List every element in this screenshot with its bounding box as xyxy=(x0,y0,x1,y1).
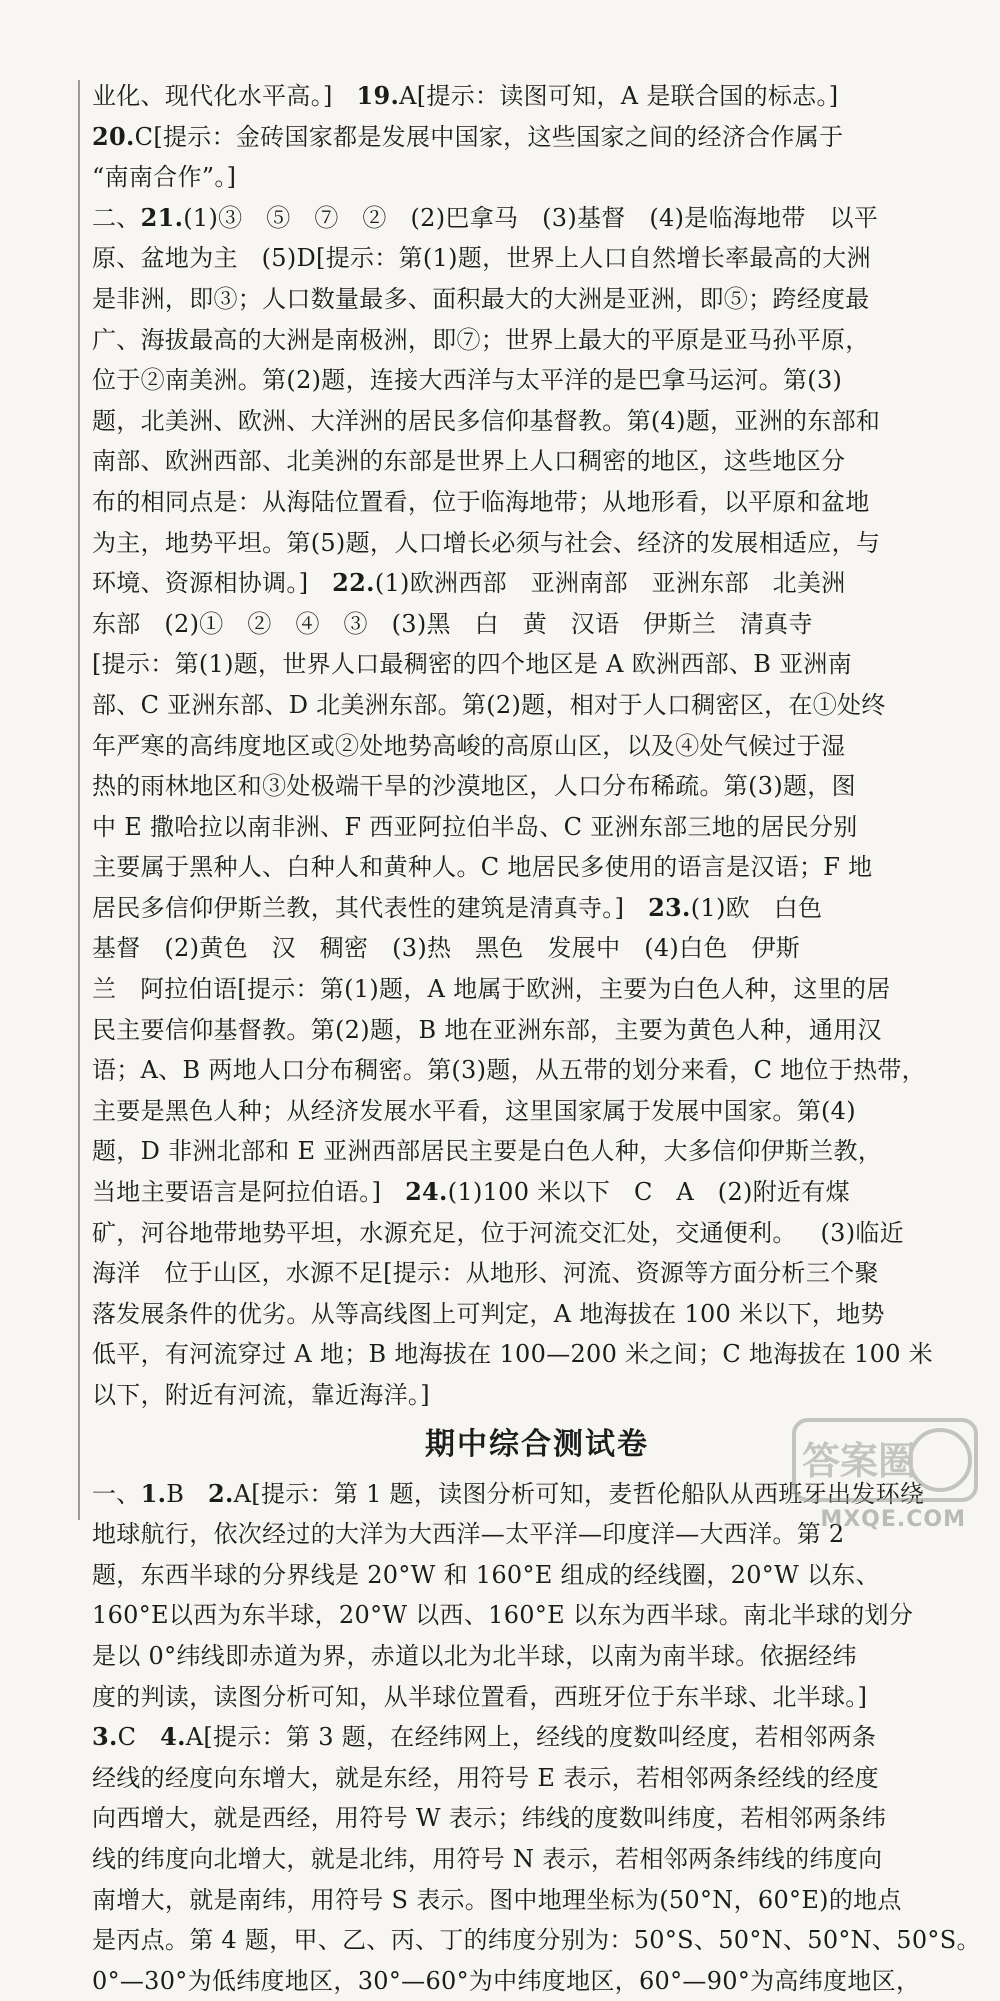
text-run: 热的雨林地区和③处极端干旱的沙漠地区，人口分布稀疏。第(3)题，图 xyxy=(92,772,856,801)
text-run: 布的相同点是：从海陆位置看，位于临海地带；从地形看，以平原和盆地 xyxy=(92,487,870,516)
text-run: 是非洲，即③；人口数量最多、面积最大的大洲是亚洲，即⑤；跨经度最 xyxy=(92,284,870,313)
text-run: [提示：第(1)题，世界人口最稠密的四个地区是 A 欧洲西部、B 亚洲南 xyxy=(92,650,853,679)
text-run: 二、 xyxy=(92,203,141,232)
text-line xyxy=(92,1595,982,1636)
text-run: 0°—30°为低纬度地区，30°—60°为中纬度地区，60°—90°为高纬度地区， xyxy=(92,1966,921,1995)
answer-page xyxy=(92,76,982,2001)
text-line xyxy=(92,685,982,726)
text-run: (1)欧洲西部 亚洲南部 亚洲东部 北美洲 xyxy=(374,569,846,598)
text-run: 业化、现代化水平高。] xyxy=(92,82,357,110)
text-run: A[提示：第 1 题，读图分析可知，麦哲伦船队从西班牙出发环绕 xyxy=(233,1479,925,1508)
text-run: 题，东西半球的分界线是 20°W 和 160°E 组成的经线圈，20°W 以东、 xyxy=(92,1560,880,1589)
text-line xyxy=(92,238,982,279)
answers-block-top xyxy=(92,76,982,1416)
question-number: 20. xyxy=(92,121,135,151)
text-run: 题，D 非洲北部和 E 亚洲西部居民主要是白色人种，大多信仰伊斯兰教， xyxy=(92,1137,883,1166)
text-line xyxy=(92,1050,982,1091)
text-run: 度的判读，读图分析可知，从半球位置看，西班牙位于东半球、北半球。] xyxy=(92,1682,868,1711)
text-run: 是以 0°纬线即赤道为界，赤道以北为北半球，以南为南半球。依据经纬 xyxy=(92,1641,857,1670)
text-line xyxy=(92,360,982,401)
text-line xyxy=(92,644,982,685)
question-number: 4. xyxy=(160,1722,186,1752)
text-line xyxy=(92,320,982,361)
text-run: 位于②南美洲。第(2)题，连接大西洋与太平洋的是巴拿马运河。第(3) xyxy=(92,366,843,395)
question-number: 19. xyxy=(356,81,400,110)
text-run: (1)③ ⑤ ⑦ ② (2)巴拿马 (3)基督 (4)是临海地带 以平 xyxy=(183,203,879,232)
text-line xyxy=(92,482,982,523)
watermark-text: MXQE.COM xyxy=(820,1507,966,1532)
text-line xyxy=(92,1880,982,1921)
text-run: 年严寒的高纬度地区或②处地势高峻的高原山区，以及④处气候过于湿 xyxy=(92,731,846,760)
text-run: 低平，有河流穿过 A 地；B 地海拔在 100—200 米之间；C 地海拔在 100 米 xyxy=(92,1340,933,1369)
question-number: 23. xyxy=(648,892,691,922)
text-line xyxy=(92,1131,982,1172)
question-number: 24. xyxy=(405,1177,448,1207)
text-run: 部、C 亚洲东部、D 北美洲东部。第(2)题，相对于人口稠密区，在①处终 xyxy=(92,690,886,719)
text-run: 是丙点。第 4 题，甲、乙、丙、丁的纬度分别为：50°S、50°N、50°N、50°S。 xyxy=(92,1926,981,1955)
text-run: 居民多信仰伊斯兰教，其代表性的建筑是清真寺。] xyxy=(92,893,649,922)
text-run: 海洋 位于山区，水源不足[提示：从地形、河流、资源等方面分析三个聚 xyxy=(92,1259,879,1288)
text-line xyxy=(92,1961,982,2001)
text-run: 原、盆地为主 (5)D[提示：第(1)题，世界上人口自然增长率最高的大洲 xyxy=(92,244,871,273)
text-line xyxy=(92,1555,982,1596)
text-line xyxy=(92,766,982,807)
text-run: 基督 (2)黄色 汉 稠密 (3)热 黑色 发展中 (4)白色 伊斯 xyxy=(92,934,801,963)
text-line xyxy=(92,1839,982,1880)
text-line xyxy=(92,117,982,158)
text-line xyxy=(92,888,982,929)
text-run: “南南合作”。] xyxy=(92,163,237,192)
text-run: 落发展条件的优劣。从等高线图上可判定，A 地海拔在 100 米以下，地势 xyxy=(92,1299,885,1328)
watermark-logo xyxy=(790,1410,980,1540)
text-run: C xyxy=(117,1723,161,1752)
text-line xyxy=(92,1213,982,1254)
text-run: (1)100 米以下 C A (2)附近有煤 xyxy=(447,1178,850,1207)
text-run: 以下，附近有河流，靠近海洋。] xyxy=(92,1381,430,1409)
text-line xyxy=(92,1717,982,1758)
answers-block-bottom xyxy=(92,1474,982,2001)
text-run: 线的纬度向北增大，就是北纬，用符号 N 表示，若相邻两条纬线的纬度向 xyxy=(92,1844,883,1873)
text-line xyxy=(92,279,982,320)
text-line xyxy=(92,1010,982,1051)
text-line xyxy=(92,1920,982,1961)
text-line xyxy=(92,604,982,645)
question-number: 3. xyxy=(92,1722,118,1752)
text-line xyxy=(92,969,982,1010)
text-run: (1)欧 白色 xyxy=(690,893,823,922)
text-run: 主要是黑色人种；从经济发展水平看，这里国家属于发展中国家。第(4) xyxy=(92,1096,856,1125)
text-run: 中 E 撒哈拉以南非洲、F 西亚阿拉伯半岛、C 亚洲东部三地的居民分别 xyxy=(92,812,858,841)
text-run: A[提示：读图可知，A 是联合国的标志。] xyxy=(399,82,839,110)
text-line xyxy=(92,1091,982,1132)
svg-text:答案圈: 答案圈 xyxy=(802,1439,917,1483)
question-number: 2. xyxy=(208,1478,234,1508)
text-line xyxy=(92,563,982,604)
text-line xyxy=(92,523,982,564)
text-line xyxy=(92,198,982,239)
margin-rule xyxy=(78,80,80,1520)
text-run: 南部、欧洲西部、北美洲的东部是世界上人口稠密的地区，这些地区分 xyxy=(92,447,846,476)
watermark-seal-icon xyxy=(790,1410,980,1510)
text-line xyxy=(92,1294,982,1335)
text-line xyxy=(92,441,982,482)
text-line xyxy=(92,401,982,442)
text-run: 160°E以西为东半球，20°W 以西、160°E 以东为西半球。南北半球的划分 xyxy=(92,1601,914,1630)
text-run: 题，北美洲、欧洲、大洋洲的居民多信仰基督教。第(4)题，亚洲的东部和 xyxy=(92,406,881,435)
text-line xyxy=(92,1677,982,1718)
text-run: 一、 xyxy=(92,1479,141,1508)
text-run: A[提示：第 3 题，在经纬网上，经线的度数叫经度，若相邻两条 xyxy=(185,1723,877,1752)
text-run: B xyxy=(166,1479,208,1508)
text-run: 兰 阿拉伯语[提示：第(1)题，A 地属于欧洲，主要为白色人种，这里的居 xyxy=(92,975,891,1004)
text-run: 东部 (2)① ② ④ ③ (3)黑 白 黄 汉语 伊斯兰 清真寺 xyxy=(92,609,813,638)
text-line xyxy=(92,1172,982,1213)
text-run: 环境、资源相协调。] xyxy=(92,569,333,598)
text-line xyxy=(92,1798,982,1839)
text-line xyxy=(92,1758,982,1799)
text-run: C[提示：金砖国家都是发展中国家，这些国家之间的经济合作属于 xyxy=(134,122,844,151)
text-line xyxy=(92,807,982,848)
text-run: 向西增大，就是西经，用符号 W 表示；纬线的度数叫纬度，若相邻两条纬 xyxy=(92,1804,887,1833)
text-run: 广、海拔最高的大洲是南极洲，即⑦；世界上最大的平原是亚马孙平原， xyxy=(92,325,870,354)
text-run: 当地主要语言是阿拉伯语。] xyxy=(92,1178,406,1207)
text-line xyxy=(92,928,982,969)
text-run: 矿，河谷地带地势平坦，水源充足，位于河流交汇处，交通便利。 (3)临近 xyxy=(92,1218,904,1247)
text-line xyxy=(92,76,982,117)
section-title: 期中综合测试卷 xyxy=(425,1426,649,1462)
text-run: 主要属于黑种人、白种人和黄种人。C 地居民多使用的语言是汉语；F 地 xyxy=(92,853,873,882)
question-number: 21. xyxy=(140,202,184,232)
text-run: 为主，地势平坦。第(5)题，人口增长必须与社会、经济的发展相适应，与 xyxy=(92,528,881,557)
text-line xyxy=(92,1334,982,1375)
text-run: 南增大，就是南纬，用符号 S 表示。图中地理坐标为(50°N，60°E)的地点 xyxy=(92,1885,902,1914)
text-line xyxy=(92,847,982,888)
question-number: 1. xyxy=(140,1478,167,1508)
text-run: 语；A、B 两地人口分布稠密。第(3)题，从五带的划分来看，C 地位于热带， xyxy=(92,1056,926,1085)
text-run: 民主要信仰基督教。第(2)题，B 地在亚洲东部，主要为黄色人种，通用汉 xyxy=(92,1015,882,1044)
text-run: 经线的经度向东增大，就是东经，用符号 E 表示，若相邻两条经线的经度 xyxy=(92,1763,879,1792)
text-line xyxy=(92,1636,982,1677)
text-line xyxy=(92,157,982,198)
text-line xyxy=(92,726,982,767)
text-run: 地球航行，依次经过的大洋为大西洋—太平洋—印度洋—大西洋。第 2 xyxy=(92,1520,845,1549)
question-number: 22. xyxy=(332,568,375,598)
text-line xyxy=(92,1253,982,1294)
